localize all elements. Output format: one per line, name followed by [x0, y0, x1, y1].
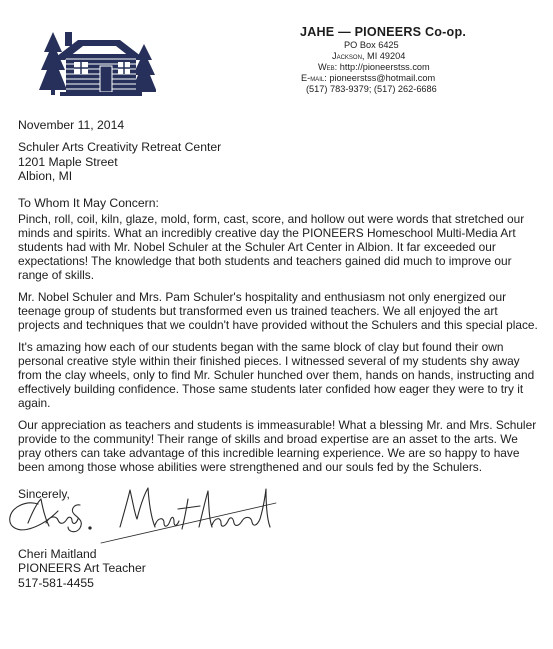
cabin-door — [100, 66, 112, 92]
signer-name: Cheri Maitland — [18, 547, 97, 561]
city-line: Jackson, MI 49204 — [332, 51, 406, 61]
email-label: E-mail: — [301, 73, 327, 83]
tree-left-icon — [39, 32, 67, 90]
letterhead-contact — [296, 24, 471, 95]
signer-title: PIONEERS Art Teacher — [18, 561, 146, 576]
po-box: PO Box 6425 — [344, 40, 399, 50]
salutation: To Whom It May Concern: — [18, 196, 159, 210]
handwritten-signature — [6, 483, 278, 549]
org-name: JAHE — PIONEERS Co-op. — [300, 25, 467, 39]
log-cabin-logo — [38, 30, 156, 100]
body-paragraph: Pinch, roll, coil, kiln, glaze, mold, form, cast, score, and hollow out were words that stretched our minds and spirits. What an incredibly creative day the PIONEERS Homeschool Multi-Media Art students had with Mr. Nobel Schuler at the Schuler Art Center in Albion. It far exceeded our expectations! The knowledge that both students and teachers gained did much to improve our range of skills. — [18, 212, 525, 283]
web-line — [318, 62, 471, 73]
closing: Sincerely, — [18, 487, 70, 501]
body-paragraph: Mr. Nobel Schuler and Mrs. Pam Schuler's hospitality and enthusiasm not only energized our teenage group of students but transformed even us trained teachers. We all enjoyed the art projects and techniques that we couldn't have provided without the Schulers and this special place. — [18, 289, 538, 333]
recipient-address — [18, 140, 221, 184]
signer-phone: 517-581-4455 — [18, 575, 94, 590]
body-paragraph: It's amazing how each of our students began with the same block of clay but found their own personal creative style within their finished pieces. I witnessed several of my students shy away from the clay wheels, only to find Mr. Schuler hunched over them, hands on hands, instructing and effectively building confidence. Those same students later confided how eager they were to try it again. — [18, 339, 535, 411]
web-label: Web: — [318, 62, 338, 72]
signer-block — [18, 547, 146, 590]
email-address: pioneerstss@hotmail.com — [329, 73, 436, 83]
letter-body — [18, 212, 540, 482]
recipient-street: 1201 Maple Street — [18, 154, 118, 169]
recipient-city: Albion, MI — [18, 169, 73, 183]
phone-line: (517) 783-9379; (517) 262-6686 — [306, 84, 437, 94]
body-paragraph: Our appreciation as teachers and students is immeasurable! What a blessing Mr. and Mrs. Schuler provide to the community! Their range of skills and broad expertise are an asset to the arts. We pray others can take advantage of this incredible learning experience. We are so happy to have been among those whose abilities were strengthened and our souls fed by the Schulers. — [18, 417, 537, 474]
letter-date: November 11, 2014 — [18, 118, 125, 132]
web-url: http://pioneerstss.com — [339, 62, 430, 72]
email-line — [301, 73, 471, 84]
recipient-name: Schuler Arts Creativity Retreat Center — [18, 140, 222, 154]
